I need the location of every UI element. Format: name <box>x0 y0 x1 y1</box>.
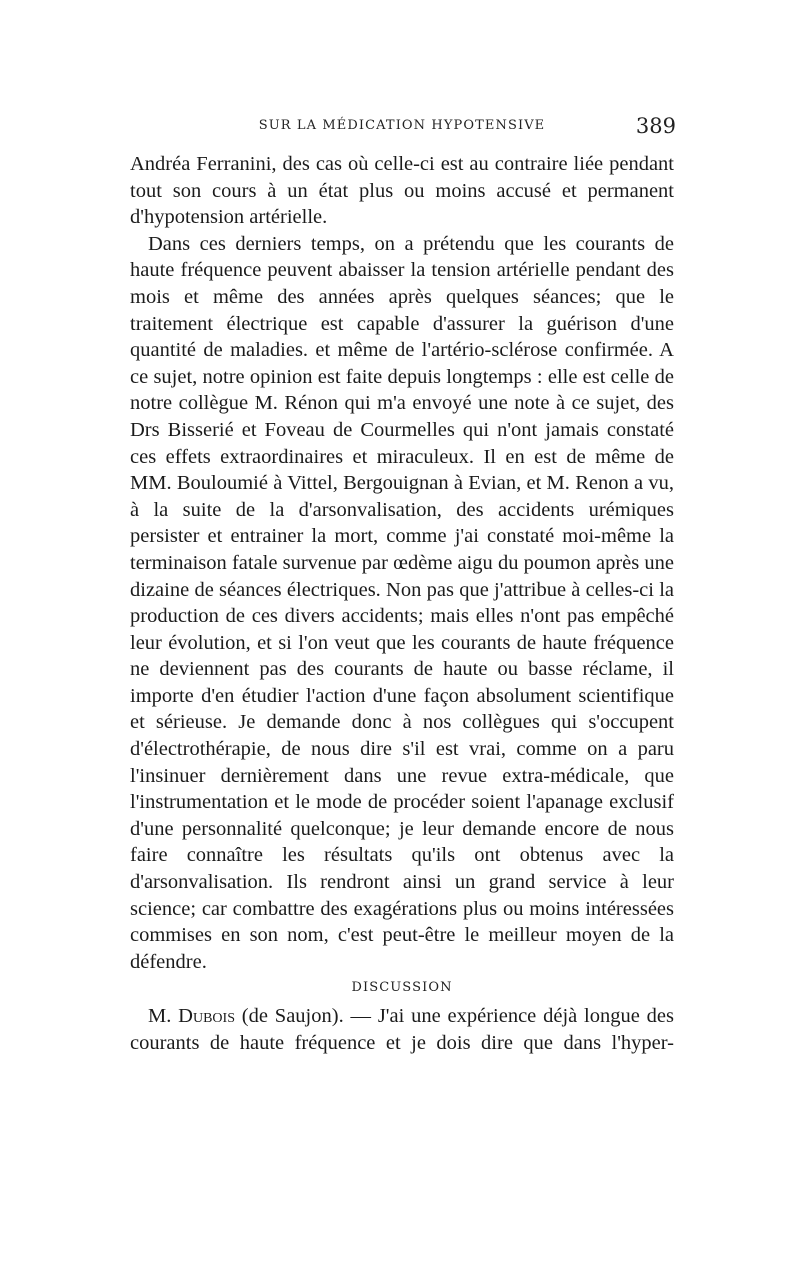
body-text <box>130 151 674 1057</box>
running-header <box>128 116 676 140</box>
discussion-text: (de Saujon). — J'ai une expérience déjà longue des courants de haute fréquence et je dois dire que dans l'hyper- <box>130 1005 674 1054</box>
paragraph-main: Dans ces derniers temps, on a prétendu que les courants de haute fréquence peuvent abaisser la tension artérielle pendant des mois et même des années après quelques séances; que le traitement électrique est capable d'assurer la guérison d'une quantité de maladies. et même de l'artério-sclérose confirmée. A ce sujet, notre opinion est faite depuis longtemps : elle est celle de notre collègue M. Rénon qui m'a envoyé une note à ce sujet, des Drs Bisserié et Foveau de Courmelles qui n'ont jamais constaté ces effets extraordinaires et miraculeux. Il en est de même de MM. Bouloumié à Vittel, Bergouignan à Evian, et M. Renon a vu, à la suite de la d'arsonvalisation, des accidents urémiques persister et entrainer la mort, comme j'ai constaté moi-même la terminaison fatale survenue par œdème aigu du poumon après une dizaine de séances électriques. Non pas que j'attribue à celles-ci la production de ces divers accidents; mais elles n'ont pas empêché leur évolution, et si l'on veut que les courants de haute fréquence ne deviennent pas des courants de haute ou basse réclame, il importe d'en étudier l'action d'une façon absolument scientifique et sérieuse. Je demande donc à nos collègues qui s'occupent d'électrothérapie, de nous dire s'il est vrai, comme on a paru l'insinuer dernièrement dans une revue extra-médicale, que l'instrumentation et le mode de procéder soient l'apanage exclusif d'une personnalité quelconque; je leur demande encore de nous faire connaître les résultats qu'ils ont obtenus avec la d'arsonvalisation. Ils rendront ainsi un grand service à leur science; car combattre des exagérations plus ou moins intéressées commises en son nom, c'est peut-être le meilleur moyen de la défendre. <box>130 232 674 973</box>
discussion-heading: DISCUSSION <box>351 980 453 996</box>
speaker-name: Dubois <box>178 1005 235 1028</box>
speaker-prefix: M. <box>148 1005 179 1028</box>
page-number: 389 <box>635 114 676 138</box>
paragraph-discussion <box>130 1003 674 1056</box>
paragraph-continuation: Andréa Ferranini, des cas où celle-ci est au contraire liée pendant tout son cours à un état plus ou moins accusé et permanent d'hypotension artérielle. <box>130 153 674 229</box>
running-title: SUR LA MÉDICATION HYPOTENSIVE <box>258 118 546 133</box>
